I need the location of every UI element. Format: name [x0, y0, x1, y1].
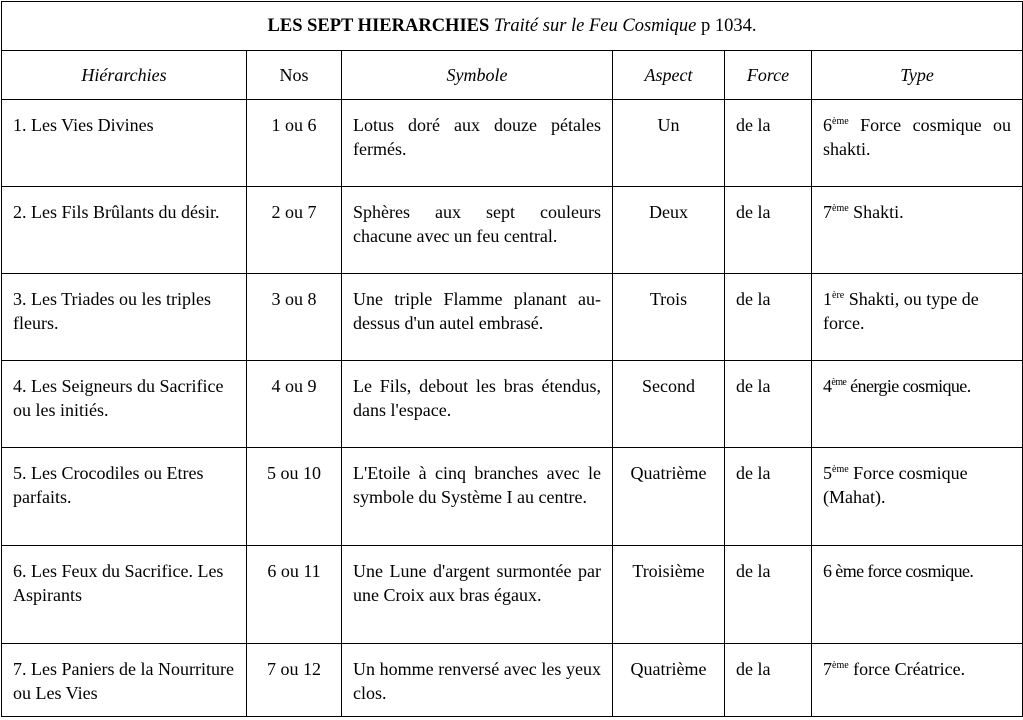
cell-type — [812, 448, 1023, 546]
cell-hierarchie: 2. Les Fils Brûlants du désir. — [2, 187, 247, 274]
cell-nos: 7 ou 12 — [247, 644, 342, 717]
cell-nos: 1 ou 6 — [247, 100, 342, 187]
type-superscript: ème — [832, 464, 849, 475]
header-nos: Nos — [247, 51, 342, 100]
cell-symbole: Le Fils, debout les bras étendus, dans l'espace. — [342, 361, 613, 448]
cell-nos: 2 ou 7 — [247, 187, 342, 274]
header-row — [2, 51, 1023, 100]
cell-aspect: Troisième — [613, 546, 725, 644]
type-text: énergie cosmique. — [846, 376, 971, 396]
cell-aspect: Quatrième — [613, 448, 725, 546]
cell-aspect: Quatrième — [613, 644, 725, 717]
cell-symbole: Une Lune d'argent surmontée par une Croix aux bras égaux. — [342, 546, 613, 644]
cell-aspect: Second — [613, 361, 725, 448]
type-number: 6 — [823, 115, 832, 135]
cell-type — [812, 187, 1023, 274]
hierarchies-table — [1, 1, 1023, 717]
cell-type — [812, 644, 1023, 717]
cell-hierarchie: 5. Les Crocodiles ou Etres parfaits. — [2, 448, 247, 546]
table-row — [2, 448, 1023, 546]
cell-type — [812, 361, 1023, 448]
cell-hierarchie: 1. Les Vies Divines — [2, 100, 247, 187]
table-title — [2, 2, 1023, 51]
type-superscript: ème — [832, 660, 849, 671]
cell-type — [812, 274, 1023, 361]
type-text: force Créatrice. — [848, 659, 966, 679]
table-row — [2, 187, 1023, 274]
header-symbole: Symbole — [342, 51, 613, 100]
title-page: p 1034. — [701, 16, 757, 36]
table-row — [2, 100, 1023, 187]
type-text: 6 ème force cosmique. — [823, 561, 974, 581]
cell-nos: 6 ou 11 — [247, 546, 342, 644]
table-row — [2, 546, 1023, 644]
cell-aspect: Trois — [613, 274, 725, 361]
type-number: 4 — [823, 376, 832, 396]
type-text: Force cosmique ou shakti. — [823, 115, 1012, 159]
cell-force: de la — [725, 100, 812, 187]
cell-aspect: Un — [613, 100, 725, 187]
cell-force: de la — [725, 448, 812, 546]
cell-nos: 4 ou 9 — [247, 361, 342, 448]
header-force: Force — [725, 51, 812, 100]
cell-hierarchie: 3. Les Triades ou les triples fleurs. — [2, 274, 247, 361]
cell-symbole: L'Etoile à cinq branches avec le symbole du Système I au centre. — [342, 448, 613, 546]
cell-symbole: Lotus doré aux douze pétales fermés. — [342, 100, 613, 187]
cell-force: de la — [725, 546, 812, 644]
cell-symbole: Sphères aux sept couleurs chacune avec un feu central. — [342, 187, 613, 274]
cell-type — [812, 546, 1023, 644]
type-text: Force cosmique (Mahat). — [823, 463, 968, 507]
title-row — [2, 2, 1023, 51]
type-superscript: ème — [832, 116, 849, 127]
table-row — [2, 274, 1023, 361]
cell-force: de la — [725, 361, 812, 448]
type-text: Shakti, ou type de force. — [823, 289, 979, 333]
cell-force: de la — [725, 187, 812, 274]
cell-force: de la — [725, 274, 812, 361]
cell-force: de la — [725, 644, 812, 717]
table-row — [2, 361, 1023, 448]
cell-hierarchie: 6. Les Feux du Sacrifice. Les Aspirants — [2, 546, 247, 644]
type-number: 5 — [823, 463, 832, 483]
type-number: 1 — [823, 289, 832, 309]
title-italic: Traité sur le Feu Cosmique — [493, 16, 697, 36]
cell-hierarchie: 7. Les Paniers de la Nourriture ou Les Vies — [2, 644, 247, 717]
type-text: Shakti. — [848, 202, 904, 222]
title-bold: LES SEPT HIERARCHIES — [267, 16, 490, 36]
cell-aspect: Deux — [613, 187, 725, 274]
type-number: 7 — [823, 202, 832, 222]
type-number: 7 — [823, 659, 832, 679]
cell-nos: 3 ou 8 — [247, 274, 342, 361]
header-type: Type — [812, 51, 1023, 100]
cell-type — [812, 100, 1023, 187]
type-superscript: ème — [832, 203, 849, 214]
cell-nos: 5 ou 10 — [247, 448, 342, 546]
header-hierarchies: Hiérarchies — [2, 51, 247, 100]
type-superscript: ème — [831, 377, 847, 388]
cell-symbole: Un homme renversé avec les yeux clos. — [342, 644, 613, 717]
header-aspect: Aspect — [613, 51, 725, 100]
table-row — [2, 644, 1023, 717]
cell-symbole: Une triple Flamme planant au-dessus d'un autel embrasé. — [342, 274, 613, 361]
cell-hierarchie: 4. Les Seigneurs du Sacrifice ou les initiés. — [2, 361, 247, 448]
type-superscript: ère — [832, 290, 845, 301]
